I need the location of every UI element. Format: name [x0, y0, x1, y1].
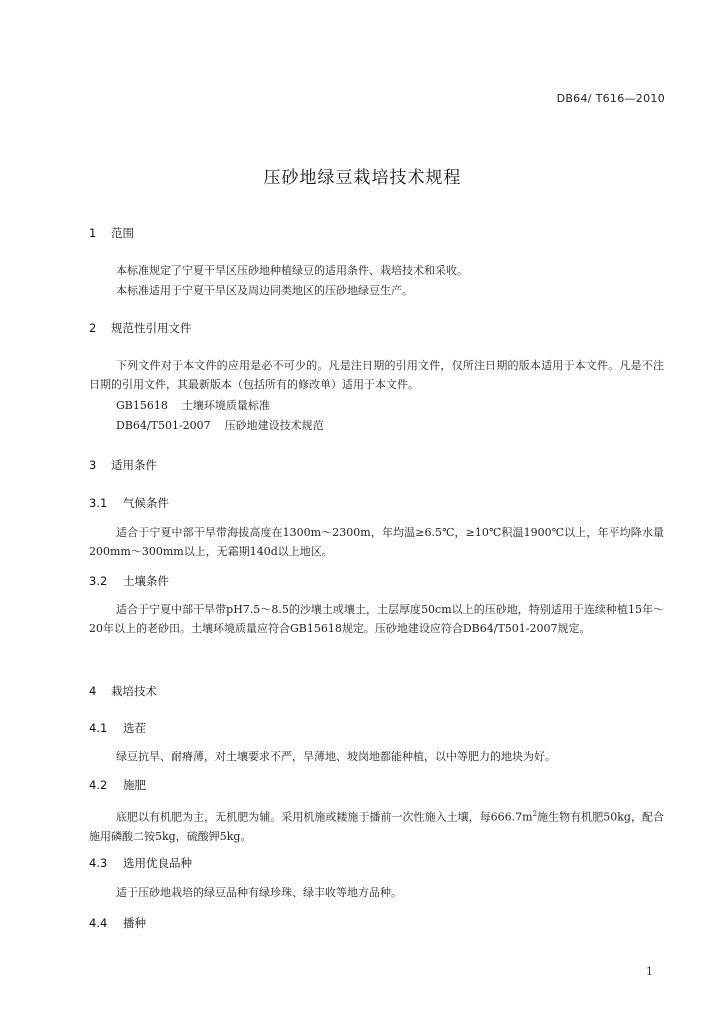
- section-4-heading: [89, 683, 157, 699]
- section-title: 栽培技术: [111, 684, 157, 698]
- soil-paragraph: 适合于宁夏中部干旱带pH7.5～8.5的沙壤土或壤土，土层厚度50cm以上的压砂地，特别适用于连续种植15年～20年以上的老砂田。土壤环境质量应符合GB15618规定。压砂地建设应符合DB64/T501-2007规定。: [89, 603, 664, 635]
- section-3-2-heading: [89, 573, 169, 589]
- section-4-3-heading: [89, 855, 192, 871]
- document-code: DB64/ T616—2010: [556, 92, 665, 105]
- section-number: 3.2: [89, 574, 108, 588]
- section-title: 规范性引用文件: [111, 321, 192, 335]
- reference-code: GB15618: [116, 399, 168, 412]
- section-title: 气候条件: [123, 496, 169, 510]
- section-number: 1: [89, 226, 97, 240]
- section-number: 4.1: [89, 721, 108, 735]
- section-number: 4.2: [89, 778, 108, 792]
- area-unit-superscript: 2: [532, 810, 538, 818]
- reference-item: [116, 417, 324, 433]
- document-title: 压砂地绿豆栽培技术规程: [263, 168, 462, 188]
- section-title: 施肥: [123, 778, 146, 792]
- section-title: 范围: [111, 226, 134, 240]
- section-4-1-heading: [89, 720, 146, 736]
- scope-paragraph-1: 本标准规定了宁夏干旱区压砂地种植绿豆的适用条件、栽培技术和采收。: [116, 264, 468, 277]
- section-3-1-heading: [89, 495, 169, 511]
- variety-paragraph: 适于压砂地栽培的绿豆品种有绿珍珠、绿丰收等地方品种。: [116, 886, 402, 899]
- section-number: 4.4: [89, 916, 108, 930]
- section-number: 4: [89, 684, 97, 698]
- scope-paragraph-2: 本标准适用于宁夏干旱区及周边同类地区的压砂地绿豆生产。: [116, 284, 413, 297]
- section-number: 3: [89, 458, 97, 472]
- section-1-heading: [89, 225, 134, 241]
- page-number: 1: [646, 965, 653, 978]
- section-number: 4.3: [89, 856, 108, 870]
- section-2-heading: [89, 320, 192, 336]
- reference-code: DB64/T501-2007: [116, 419, 211, 432]
- section-4-4-heading: [89, 915, 146, 931]
- section-title: 选茬: [123, 721, 146, 735]
- stubble-paragraph: 绿豆抗旱、耐瘠薄，对土壤要求不严，旱薄地、坡岗地都能种植，以中等肥力的地块为好。: [116, 750, 556, 763]
- section-title: 适用条件: [111, 458, 157, 472]
- reference-name: 压砂地建设技术规范: [224, 419, 324, 432]
- reference-item: [116, 397, 270, 413]
- fertilizer-paragraph: [89, 805, 664, 846]
- section-3-heading: [89, 457, 157, 473]
- section-title: 选用优良品种: [123, 856, 192, 870]
- section-number: 3.1: [89, 496, 108, 510]
- reference-name: 土壤环境质量标准: [181, 399, 270, 412]
- fertilizer-text-b: 施生物有机肥50kg，配合施用磷酸二铵5kg，硫酸钾5kg。: [89, 810, 664, 843]
- fertilizer-text-a: 底肥以有机肥为主，无机肥为辅。采用机施或耧施于播前一次性施入土壤，每666.7m: [116, 810, 533, 824]
- section-4-2-heading: [89, 777, 146, 793]
- section-number: 2: [89, 321, 97, 335]
- climate-paragraph: 适合于宁夏中部干旱带海拔高度在1300m～2300m，年均温≥6.5℃，≥10℃积温1900℃以上，年平均降水量200mm～300mm以上，无霜期140d以上地区。: [89, 526, 664, 558]
- references-paragraph: 下列文件对于本文件的应用是必不可少的。凡是注日期的引用文件，仅所注日期的版本适用于本文件。凡是不注日期的引用文件，其最新版本（包括所有的修改单）适用于本文件。: [89, 359, 664, 391]
- section-title: 播种: [123, 916, 146, 930]
- section-title: 土壤条件: [123, 574, 169, 588]
